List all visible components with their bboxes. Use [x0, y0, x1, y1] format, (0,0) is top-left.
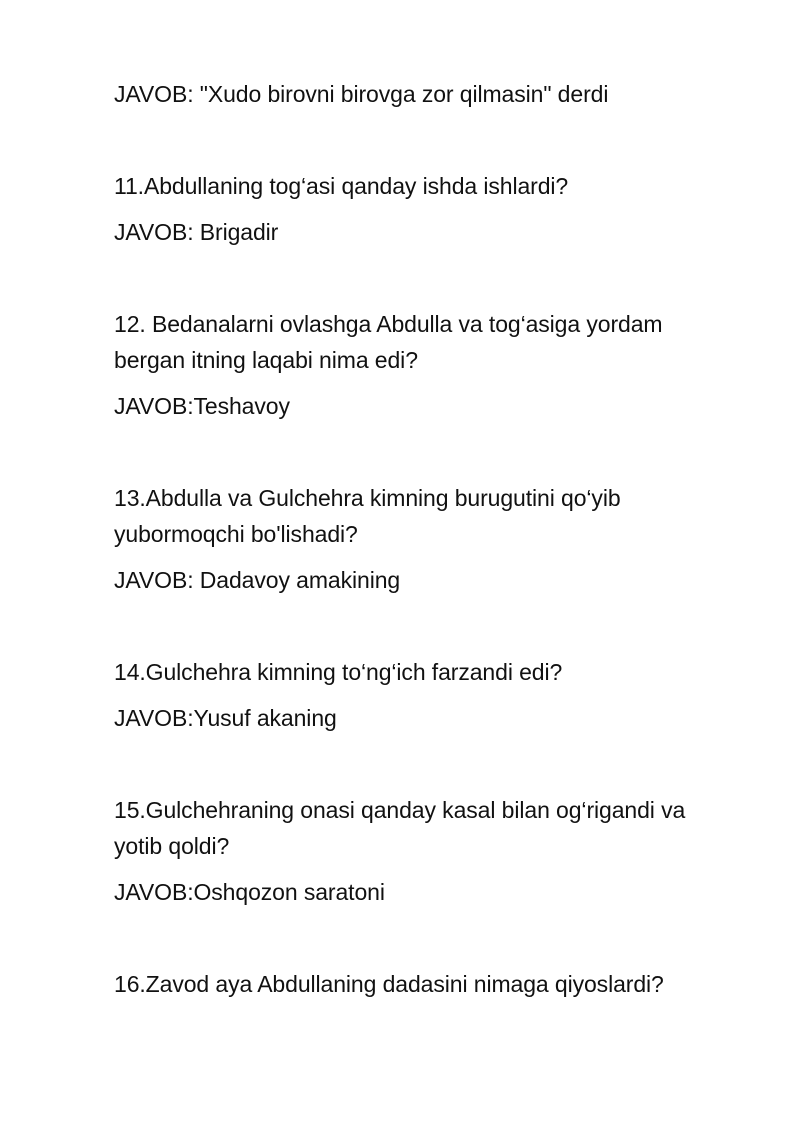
- question-15-line-1: 15.Gulchehraning onasi qanday kasal bilan og‘rigandi va: [114, 797, 686, 823]
- answer-text: JAVOB: "Xudo birovni birovga zor qilmasin" derdi: [114, 81, 609, 107]
- question-12-line-1: 12. Bedanalarni ovlashga Abdulla va tog‘asiga yordam: [114, 311, 663, 337]
- question-15-line-2: yotib qoldi?: [114, 833, 230, 859]
- answer-11: JAVOB: Brigadir: [114, 219, 279, 245]
- question-13-line-2: yubormoqchi bo'lishadi?: [114, 521, 358, 547]
- question-14: 14.Gulchehra kimning to‘ng‘ich farzandi edi?: [114, 659, 563, 685]
- question-12-line-2: bergan itning laqabi nima edi?: [114, 347, 418, 373]
- answer-14: JAVOB:Yusuf akaning: [114, 705, 337, 731]
- question-13-line-1: 13.Abdulla va Gulchehra kimning burugutini qo‘yib: [114, 485, 621, 511]
- answer-13: JAVOB: Dadavoy amakining: [114, 567, 401, 593]
- question-11: 11.Abdullaning tog‘asi qanday ishda ishlardi?: [114, 173, 569, 199]
- answer-15: JAVOB:Oshqozon saratoni: [114, 879, 385, 905]
- answer-12: JAVOB:Teshavoy: [114, 393, 290, 419]
- question-16: 16.Zavod aya Abdullaning dadasini nimaga qiyoslardi?: [114, 971, 664, 997]
